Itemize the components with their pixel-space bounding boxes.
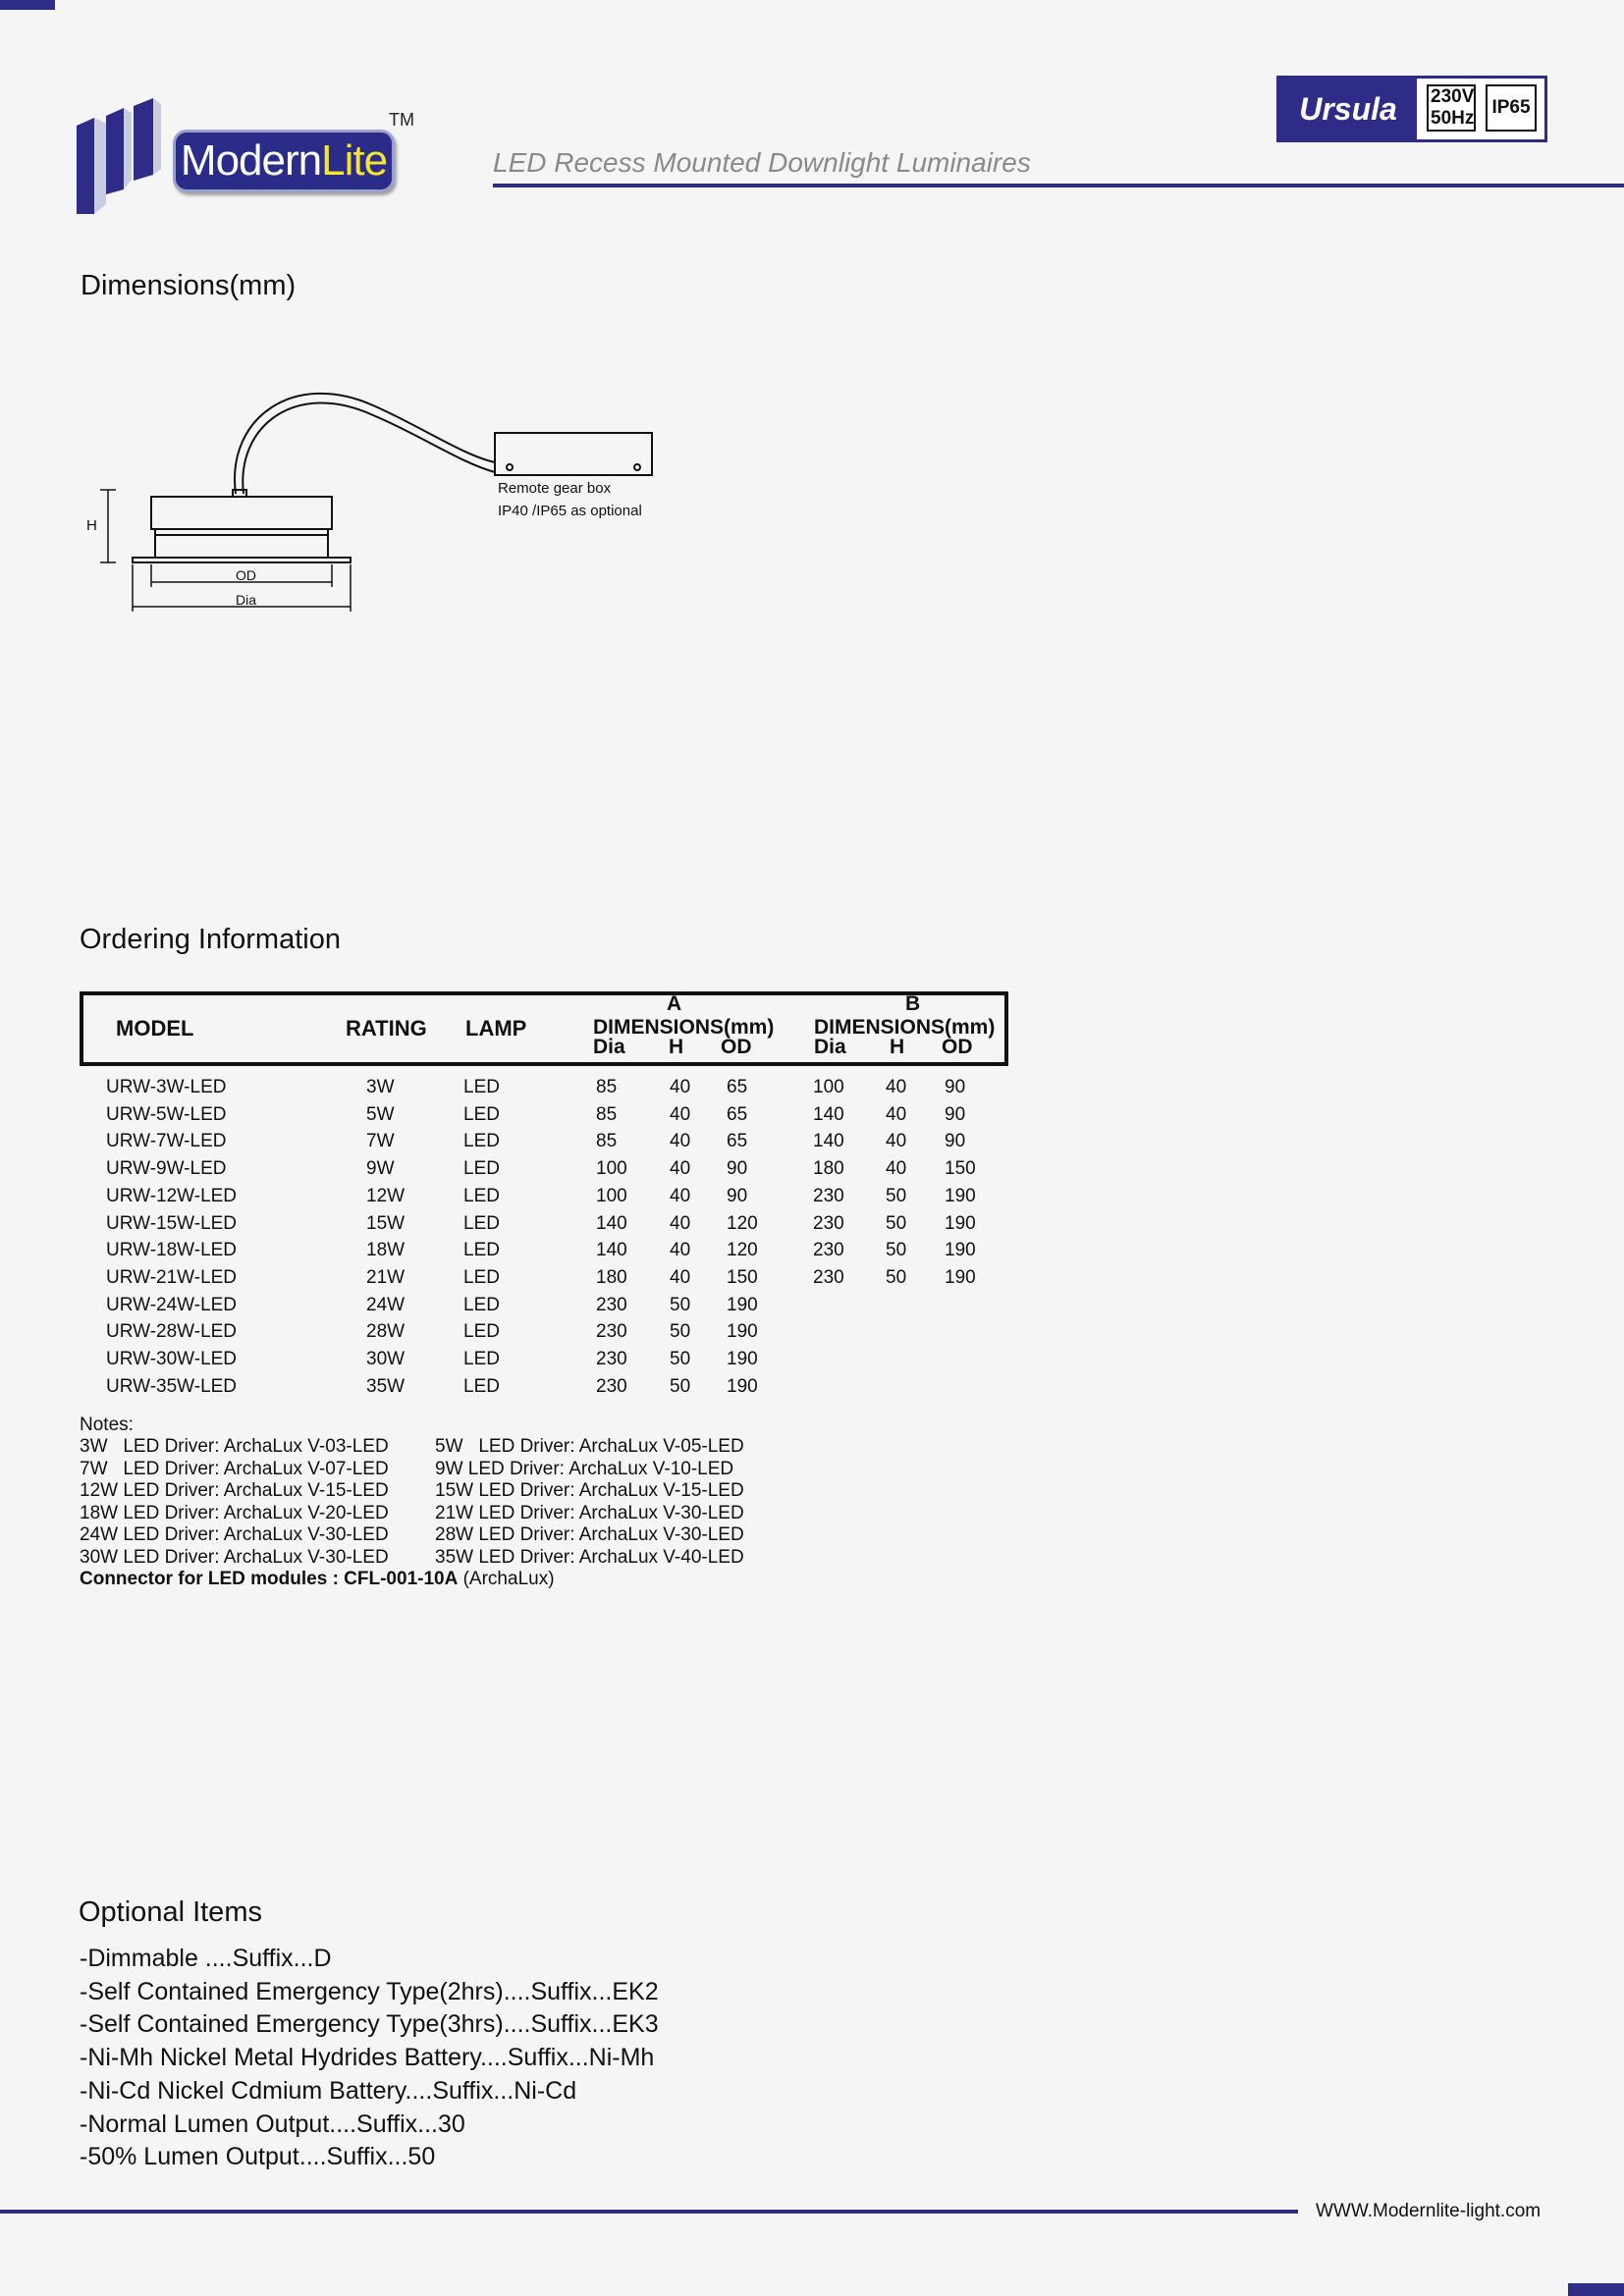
driver-note: 18W LED Driver: ArchaLux V-20-LED — [80, 1502, 389, 1523]
cell-h-b: 40 — [886, 1077, 907, 1097]
cell-dia-a: 100 — [596, 1158, 627, 1180]
cell-h-b: 50 — [886, 1185, 907, 1206]
cell-lamp: LED — [463, 1158, 500, 1180]
ip-rating-box: IP65 — [1486, 84, 1537, 132]
cell-od-b: 190 — [945, 1266, 976, 1288]
cell-od-a: 190 — [727, 1375, 758, 1397]
cell-h-a: 40 — [670, 1240, 691, 1261]
cell-h-a: 40 — [670, 1185, 691, 1206]
cell-od-a: 150 — [727, 1266, 758, 1288]
ordering-title: Ordering Information — [80, 924, 341, 955]
driver-note: 30W LED Driver: ArchaLux V-30-LED — [80, 1546, 389, 1568]
footer-rule — [0, 2210, 1298, 2214]
cell-h-b: 50 — [886, 1212, 907, 1234]
cell-model: URW-35W-LED — [106, 1375, 238, 1397]
cell-h-a: 50 — [670, 1375, 691, 1397]
cell-model: URW-30W-LED — [106, 1349, 238, 1369]
cell-od-a: 120 — [727, 1240, 758, 1261]
corner-tab-bottom-right — [1568, 2283, 1624, 2296]
cell-h-a: 50 — [670, 1321, 691, 1343]
product-name: Ursula — [1279, 79, 1417, 139]
dimensions-title: Dimensions(mm) — [81, 270, 297, 301]
cell-lamp: LED — [463, 1103, 500, 1125]
driver-note: 35W LED Driver: ArchaLux V-40-LED — [435, 1546, 744, 1568]
driver-note: 3W LED Driver: ArchaLux V-03-LED — [80, 1436, 389, 1457]
gearbox-label: Remote gear box — [498, 480, 612, 497]
connector-note-bold: Connector for LED modules : CFL-001-10A — [80, 1569, 459, 1589]
driver-note: 28W LED Driver: ArchaLux V-30-LED — [435, 1524, 744, 1545]
cell-lamp: LED — [463, 1349, 500, 1369]
driver-note: 7W LED Driver: ArchaLux V-07-LED — [80, 1458, 389, 1479]
cell-lamp: LED — [463, 1131, 500, 1152]
cell-lamp: LED — [463, 1266, 500, 1288]
cell-dia-a: 230 — [596, 1321, 627, 1343]
cell-rating: 30W — [366, 1349, 406, 1369]
cell-od-b: 90 — [945, 1103, 966, 1125]
col-group-a: A — [667, 992, 682, 1015]
cell-lamp: LED — [463, 1240, 500, 1261]
cell-rating: 7W — [366, 1131, 395, 1152]
cell-h-b: 50 — [886, 1240, 907, 1261]
trademark-symbol: TM — [389, 110, 414, 130]
col-rating: RATING — [346, 1016, 427, 1041]
optional-item: -Ni-Mh Nickel Metal Hydrides Battery....Suffix...Ni-Mh — [80, 2044, 655, 2072]
col-dia-b: Dia — [814, 1036, 846, 1058]
cell-rating: 9W — [366, 1158, 395, 1180]
cell-dia-a: 85 — [596, 1131, 618, 1152]
cell-od-a: 90 — [727, 1158, 748, 1180]
cell-lamp: LED — [463, 1375, 500, 1397]
cell-dia-a: 85 — [596, 1103, 618, 1125]
cell-dia-b: 230 — [813, 1266, 844, 1288]
cell-model: URW-9W-LED — [106, 1158, 227, 1180]
cell-dia-b: 140 — [813, 1131, 844, 1152]
label-h: H — [86, 517, 97, 534]
cell-od-a: 65 — [727, 1077, 748, 1097]
cell-h-b: 50 — [886, 1266, 907, 1288]
cell-dia-a: 100 — [596, 1185, 627, 1206]
optional-item: -50% Lumen Output....Suffix...50 — [80, 2143, 436, 2171]
optional-title: Optional Items — [79, 1896, 262, 1928]
connector-note — [80, 1569, 555, 1590]
col-model: MODEL — [116, 1016, 194, 1041]
cell-dia-a: 230 — [596, 1375, 627, 1397]
cell-model: URW-7W-LED — [106, 1131, 227, 1152]
cell-od-b: 90 — [945, 1077, 966, 1097]
frequency-value: 50Hz — [1431, 108, 1475, 129]
col-dimensions-b: DIMENSIONS(mm) — [814, 1016, 996, 1039]
cell-od-a: 190 — [727, 1321, 758, 1343]
col-group-b: B — [905, 992, 921, 1015]
cell-dia-b: 100 — [813, 1077, 844, 1097]
product-badge — [1276, 76, 1547, 142]
cell-od-b: 190 — [945, 1240, 976, 1261]
optional-item: -Normal Lumen Output....Suffix...30 — [80, 2109, 465, 2138]
cell-od-b: 190 — [945, 1212, 976, 1234]
cell-dia-b: 180 — [813, 1158, 844, 1180]
optional-item: -Dimmable ....Suffix...D — [80, 1945, 332, 1972]
label-od: OD — [236, 567, 256, 583]
connector-note-tail: (ArchaLux) — [458, 1569, 555, 1589]
cell-dia-b: 230 — [813, 1240, 844, 1261]
cell-dia-a: 230 — [596, 1349, 627, 1369]
cell-rating: 35W — [366, 1375, 406, 1397]
cell-h-a: 50 — [670, 1349, 691, 1369]
driver-note: 12W LED Driver: ArchaLux V-15-LED — [80, 1480, 389, 1501]
cell-h-a: 40 — [670, 1103, 691, 1125]
cell-lamp: LED — [463, 1321, 500, 1343]
cell-lamp: LED — [463, 1185, 500, 1206]
cell-od-b: 190 — [945, 1185, 976, 1206]
label-dia: Dia — [236, 592, 257, 608]
cell-rating: 3W — [366, 1077, 395, 1097]
cell-dia-a: 180 — [596, 1266, 627, 1288]
cell-model: URW-5W-LED — [106, 1103, 227, 1125]
cell-dia-a: 140 — [596, 1240, 627, 1261]
cell-od-a: 120 — [727, 1212, 758, 1234]
cell-dia-b: 140 — [813, 1103, 844, 1125]
cell-h-b: 40 — [886, 1158, 907, 1180]
header-title: LED Recess Mounted Downlight Luminaires — [493, 147, 1031, 178]
cell-model: URW-15W-LED — [106, 1212, 238, 1234]
voltage-value: 230V — [1431, 86, 1475, 107]
cell-dia-a: 140 — [596, 1212, 627, 1234]
col-dia-a: Dia — [593, 1036, 625, 1058]
cell-dia-a: 230 — [596, 1294, 627, 1315]
cell-rating: 21W — [366, 1266, 406, 1288]
driver-note: 24W LED Driver: ArchaLux V-30-LED — [80, 1524, 389, 1545]
cell-od-a: 190 — [727, 1349, 758, 1369]
cell-od-b: 150 — [945, 1158, 976, 1180]
cell-lamp: LED — [463, 1077, 500, 1097]
cell-model: URW-3W-LED — [106, 1077, 227, 1097]
col-h-b: H — [890, 1036, 905, 1058]
logo-wordmark: ModernLite — [173, 130, 395, 192]
corner-tab-top-left — [0, 0, 55, 10]
luminaire-diagram — [79, 378, 687, 623]
cell-od-b: 90 — [945, 1131, 966, 1152]
cell-rating: 28W — [366, 1321, 406, 1343]
cell-h-a: 40 — [670, 1212, 691, 1234]
cell-h-b: 40 — [886, 1103, 907, 1125]
col-od-b: OD — [942, 1036, 973, 1058]
header-rule — [493, 184, 1624, 187]
cell-h-a: 40 — [670, 1158, 691, 1180]
cell-rating: 24W — [366, 1294, 406, 1315]
cell-rating: 18W — [366, 1240, 406, 1261]
cell-h-a: 50 — [670, 1294, 691, 1315]
cell-h-a: 40 — [670, 1131, 691, 1152]
cell-dia-b: 230 — [813, 1212, 844, 1234]
cell-od-a: 190 — [727, 1294, 758, 1315]
cell-model: URW-24W-LED — [106, 1294, 238, 1315]
optional-item: -Ni-Cd Nickel Cdmium Battery....Suffix...Ni-Cd — [80, 2076, 577, 2105]
col-od-a: OD — [721, 1036, 752, 1058]
cell-h-b: 40 — [886, 1131, 907, 1152]
cell-model: URW-18W-LED — [106, 1240, 238, 1261]
driver-note: 21W LED Driver: ArchaLux V-30-LED — [435, 1502, 744, 1523]
cell-rating: 5W — [366, 1103, 395, 1125]
brand-logo — [77, 96, 420, 219]
optional-item: -Self Contained Emergency Type(3hrs)....Suffix...EK3 — [80, 2010, 659, 2039]
cell-od-a: 90 — [727, 1185, 748, 1206]
cell-model: URW-21W-LED — [106, 1266, 238, 1288]
cell-h-a: 40 — [670, 1077, 691, 1097]
cell-lamp: LED — [463, 1294, 500, 1315]
footer-url: WWW.Modernlite-light.com — [1316, 2201, 1542, 2221]
cell-lamp: LED — [463, 1212, 500, 1234]
col-dimensions-a: DIMENSIONS(mm) — [593, 1016, 775, 1039]
driver-note: 5W LED Driver: ArchaLux V-05-LED — [435, 1436, 744, 1457]
logo-columns-icon — [77, 96, 175, 219]
optional-item: -Self Contained Emergency Type(2hrs)....Suffix...EK2 — [80, 1977, 659, 2005]
col-lamp: LAMP — [465, 1016, 527, 1041]
cell-dia-b: 230 — [813, 1185, 844, 1206]
col-h-a: H — [669, 1036, 684, 1058]
cell-od-a: 65 — [727, 1131, 748, 1152]
cell-od-a: 65 — [727, 1103, 748, 1125]
voltage-box — [1427, 84, 1476, 132]
cell-model: URW-28W-LED — [106, 1321, 238, 1343]
cell-dia-a: 85 — [596, 1077, 618, 1097]
cell-rating: 15W — [366, 1212, 406, 1234]
cell-rating: 12W — [366, 1185, 406, 1206]
notes-title: Notes: — [80, 1415, 134, 1435]
gearbox-ip-label: IP40 /IP65 as optional — [498, 503, 642, 519]
cell-model: URW-12W-LED — [106, 1185, 238, 1206]
dimension-drawing — [79, 378, 687, 623]
cell-h-a: 40 — [670, 1266, 691, 1288]
driver-note: 9W LED Driver: ArchaLux V-10-LED — [435, 1458, 734, 1479]
driver-note: 15W LED Driver: ArchaLux V-15-LED — [435, 1480, 744, 1501]
